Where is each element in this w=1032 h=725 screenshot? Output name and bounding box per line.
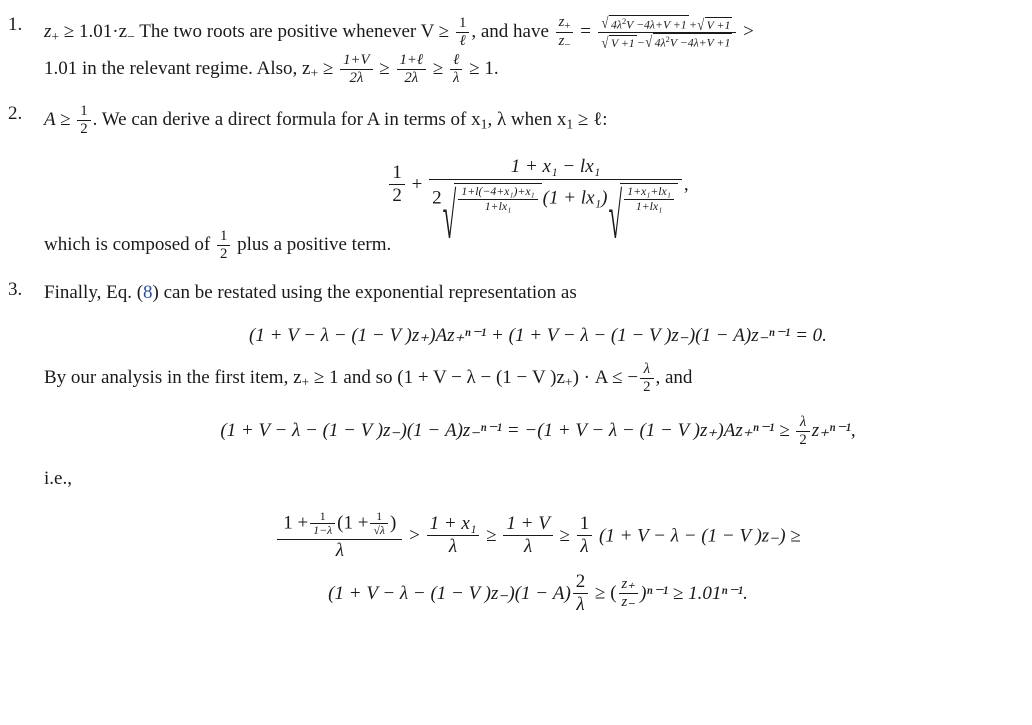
text: ) · A ≤ −: [572, 366, 639, 388]
numerator: [556, 14, 574, 33]
text: +: [564, 374, 573, 390]
text: ≥ 1.01·z: [63, 21, 128, 43]
radicand: [653, 33, 733, 50]
text: , and: [655, 366, 693, 388]
numerator: [277, 510, 402, 540]
denominator: λ: [448, 535, 458, 557]
greater-than-sign: >: [743, 21, 754, 43]
list-item: [0, 14, 1032, 87]
item1-line1: [44, 14, 1032, 52]
text: +: [51, 28, 60, 44]
numerator: [598, 15, 737, 33]
item3-mid-text: [44, 361, 1032, 396]
fraction-main-display: [429, 156, 682, 214]
list-item: [0, 103, 1032, 263]
text: −: [564, 39, 571, 52]
fraction-1plusV-over-lambda: [503, 513, 552, 558]
numerator: 1: [370, 510, 388, 525]
text: z: [44, 21, 52, 43]
item2-lead: [44, 103, 1032, 138]
text: ≥: [432, 57, 444, 79]
denominator: λ: [453, 69, 460, 86]
radicand: [620, 183, 678, 213]
numerator: 1 + V: [503, 513, 552, 536]
inner-fraction-1-over-1minuslambda: [310, 510, 335, 538]
text: 1: [480, 116, 488, 132]
fraction-lambda-over-2-eq2: [796, 414, 809, 449]
text: −: [637, 36, 645, 50]
numerator: 1: [577, 513, 593, 536]
text: +: [301, 374, 310, 390]
numerator: 1: [310, 510, 335, 525]
denominator: 1+lx₁: [635, 200, 663, 214]
text: plus a positive term.: [237, 233, 392, 255]
fraction-1-over-lambda: [577, 513, 593, 558]
equals-sign: =: [580, 21, 591, 43]
radicand: V +1: [610, 36, 635, 50]
denominator: 2: [643, 378, 651, 395]
list-marker-1: 1.: [8, 14, 23, 35]
sqrt-numerator-2: [697, 17, 732, 33]
denominator: 2: [219, 245, 228, 262]
fraction-zplus-over-zminus: [556, 14, 574, 52]
fraction-one-over-ell: [456, 15, 469, 50]
radicand: [609, 15, 689, 32]
equation-left: (1 + V − λ − (1 − V )z₋)(1 − A)z₋ⁿ⁻¹ = −(1 + V − λ − (1 − V )z₊)Az₊ⁿ⁻¹ ≥: [220, 419, 790, 441]
comma: ,: [683, 173, 689, 195]
list-item: [0, 279, 1032, 617]
numerator: z₊: [619, 576, 639, 594]
text: ) can be restated using the exponential representation as: [152, 281, 577, 303]
text: +: [310, 65, 319, 81]
sqrt-numerator-1: [602, 15, 689, 32]
numerator: 1: [456, 15, 469, 33]
text: ): [390, 511, 397, 533]
fraction-2-over-lambda: [573, 571, 589, 616]
fraction-final-a: [277, 510, 402, 562]
denominator: [556, 33, 574, 51]
fraction-one-half: [77, 103, 90, 138]
item3-equation-1: [44, 324, 1032, 347]
text: z: [558, 14, 565, 30]
item1-line2: [44, 52, 1032, 87]
document-page: [0, 14, 1032, 725]
item3-final-line-2: [44, 571, 1032, 616]
numerator: 1: [389, 162, 405, 185]
text: +: [564, 19, 571, 32]
greater-than-sign: >: [409, 524, 420, 546]
text: , and have: [471, 21, 549, 43]
text: i.e.,: [44, 467, 72, 489]
fraction-one-half-display: [389, 162, 405, 207]
sqrt-den-2: [608, 183, 677, 213]
ge-sign-1: ≥: [486, 524, 497, 546]
fraction-radical-expression: [598, 15, 737, 50]
inner-fraction-1: [458, 185, 537, 213]
list-marker-2: 2.: [8, 102, 23, 124]
fraction-1plusx1-over-lambda: [427, 513, 480, 558]
denominator: 2: [80, 120, 88, 137]
fraction-1plusell-over-2lambda: [397, 52, 427, 87]
numerator: 1+V: [340, 52, 372, 70]
fraction-zplus-over-zminus-final: [619, 576, 639, 611]
coefficient: 2: [432, 187, 442, 209]
fraction-ell-over-lambda: [450, 52, 462, 87]
item3-lead: [44, 279, 1032, 308]
text: ≥ 1 and so (1 + V − λ − (1 − V )z: [313, 366, 565, 388]
equation-reference-link[interactable]: 8: [143, 281, 153, 303]
denominator: ℓ: [459, 33, 466, 50]
plus-sign: +: [411, 173, 423, 195]
item2-display-equation: [44, 156, 1032, 214]
text: Finally, Eq. (: [44, 281, 144, 303]
inner-fraction-1-over-sqrtlambda: [370, 510, 388, 538]
proof-item-list: [0, 14, 1032, 616]
final-line2-lead: (1 + V − λ − (1 − V )z₋)(1 − A): [328, 583, 571, 605]
text: V −4λ+V +1: [669, 36, 731, 50]
denominator: 2: [392, 185, 402, 207]
denominator: z₋: [621, 594, 636, 611]
denominator: 2: [799, 431, 807, 448]
text: ≥: [322, 57, 334, 79]
radicand: [454, 183, 541, 213]
text: A ≥: [44, 108, 71, 130]
text: By our analysis in the first item, z: [44, 366, 302, 388]
numerator: 1: [77, 103, 90, 121]
text: 4λ: [654, 36, 666, 50]
text: z: [558, 33, 565, 50]
text: (1 +: [337, 511, 369, 533]
fraction-lambda-over-2: [640, 361, 653, 396]
denominator: [598, 33, 737, 50]
sqrt-denominator-2: [645, 33, 732, 50]
final-line2-tail: )ⁿ⁻¹ ≥ 1.01ⁿ⁻¹.: [640, 583, 748, 605]
denominator: 2λ: [404, 69, 419, 86]
numerator: λ: [640, 361, 653, 379]
text: . We can derive a direct formula for A in terms of x: [92, 108, 481, 130]
text: 2: [665, 34, 670, 45]
text: ≥ 1.: [469, 57, 499, 79]
text: The two roots are positive whenever V ≥: [139, 21, 450, 43]
inner-fraction-2: [624, 185, 674, 213]
equation-right: z₊ⁿ⁻¹,: [811, 419, 856, 441]
denominator: λ: [335, 539, 344, 561]
final-line1-tail: (1 + V − λ − (1 − V )z₋) ≥: [599, 524, 801, 546]
sqrt-denominator-1: [602, 35, 637, 51]
item3-ie: [44, 465, 1032, 494]
mid-factor: (1 + lx₁): [542, 187, 608, 209]
denominator: 2λ: [349, 69, 364, 86]
denominator: √λ: [373, 524, 386, 538]
text: 1.01 in the relevant regime. Also, z: [44, 57, 311, 79]
fraction-1plusV-over-2lambda: [340, 52, 372, 87]
text: 2: [621, 16, 627, 27]
numerator: λ: [796, 414, 809, 432]
ge-open-paren: ≥ (: [595, 582, 617, 604]
numerator: √ 1+l(−4+x₁)+x₁: [458, 185, 537, 200]
item2-tail: [44, 228, 1032, 263]
text: ≥: [379, 57, 390, 79]
denominator: [429, 180, 682, 213]
denominator: λ: [576, 594, 585, 616]
numerator: 1: [217, 228, 230, 246]
numerator: ℓ: [450, 52, 462, 70]
list-marker-3: 3.: [8, 278, 23, 300]
equation-text: (1 + V − λ − (1 − V )z₊)Az₊ⁿ⁻¹ + (1 + V − λ − (1 − V )z₋)(1 − A)z₋ⁿ⁻¹ = 0.: [249, 324, 827, 346]
text: , λ when x: [487, 108, 567, 130]
text: which is composed of: [44, 233, 211, 255]
text: 1 +: [283, 511, 309, 533]
text: +: [689, 18, 697, 32]
denominator: λ: [523, 535, 533, 557]
item3-equation-2: [44, 414, 1032, 449]
denominator: 1−λ: [313, 524, 333, 538]
denominator: λ: [580, 535, 589, 557]
numerator: 1+ℓ: [397, 52, 427, 70]
text: V −4λ+V +1: [626, 18, 687, 32]
text: 1: [566, 116, 574, 132]
text: ≥ ℓ:: [577, 108, 608, 130]
fraction-one-half-tail: [217, 228, 230, 263]
item3-final-line-1: [44, 510, 1032, 562]
numerator: √ 1+x₁+lx₁: [624, 185, 674, 200]
radicand: V +1: [706, 18, 731, 32]
denominator: 1+lx₁: [484, 200, 512, 214]
text: −: [127, 28, 135, 44]
ge-sign-2: ≥: [559, 524, 571, 546]
numerator: 1 + x₁ − lx₁: [429, 156, 682, 181]
numerator: 2: [573, 571, 589, 594]
numerator: 1 + x₁: [427, 513, 480, 536]
sqrt-den-1: [443, 183, 542, 213]
text: 4λ: [610, 18, 622, 32]
